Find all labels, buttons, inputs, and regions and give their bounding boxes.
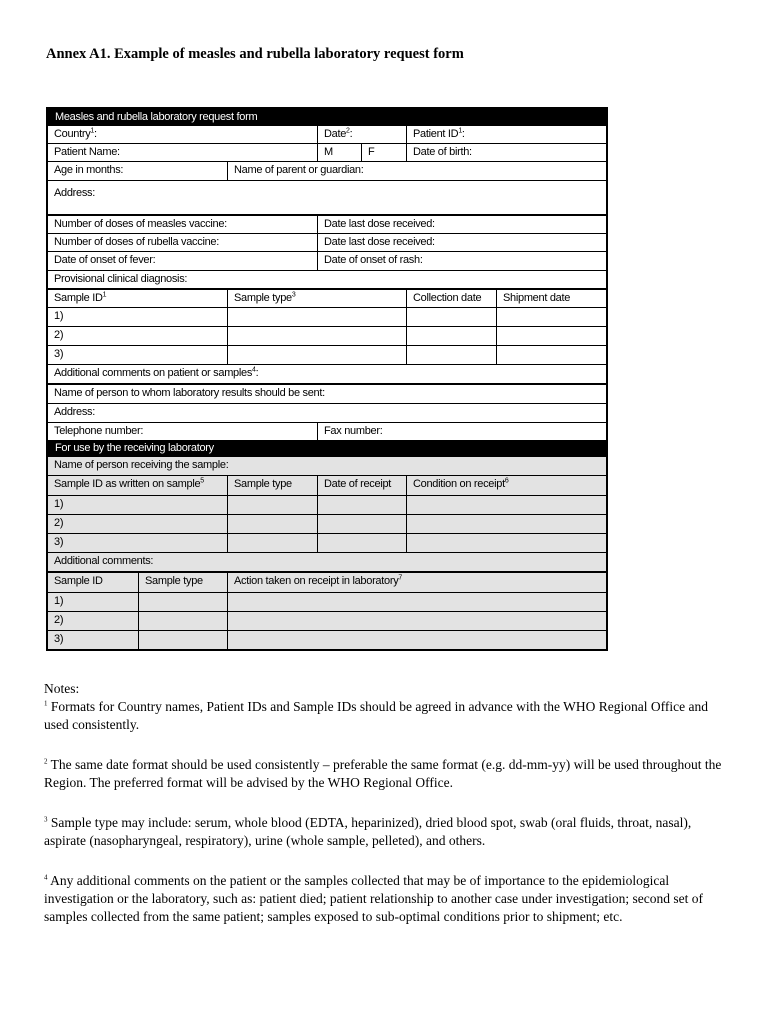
lab-sample-type-cell[interactable]: [227, 534, 317, 552]
lab-date-cell[interactable]: [317, 496, 406, 514]
measles-doses-field[interactable]: Number of doses of measles vaccine:: [54, 218, 227, 230]
action-sample-type-cell[interactable]: [138, 612, 227, 630]
col-action-sample-id: Sample ID: [54, 575, 103, 587]
additional-comments-field[interactable]: Additional comments on patient or samples$^4$:: [54, 366, 259, 379]
collection-date-cell[interactable]: [406, 308, 496, 326]
sample-row-label[interactable]: 1): [54, 310, 64, 322]
lab-condition-cell[interactable]: [406, 496, 606, 514]
col-action-taken: Action taken on receipt in laboratory$^7$: [227, 573, 606, 592]
lab-row-label[interactable]: 3): [54, 536, 64, 548]
diagnosis-field[interactable]: Provisional clinical diagnosis:: [54, 273, 188, 285]
form-row: [48, 403, 606, 422]
form-row: [48, 233, 606, 251]
lab-condition-cell[interactable]: [406, 515, 606, 533]
notes-label: Notes:: [44, 681, 80, 696]
rash-onset-field[interactable]: Date of onset of rash:: [317, 252, 606, 270]
sample-row-label[interactable]: 3): [54, 348, 64, 360]
form-row: [48, 251, 606, 270]
action-taken-cell[interactable]: [227, 631, 606, 649]
col-sample-id: Sample $ID^1$: [54, 291, 107, 304]
col-sample-id-written: Sample ID as written on sample$^5$: [54, 477, 204, 490]
lab-date-cell[interactable]: [317, 534, 406, 552]
lab-row-label[interactable]: 2): [54, 517, 64, 529]
form-row: [48, 161, 606, 180]
sample-type-cell[interactable]: [227, 327, 406, 345]
fever-onset-field[interactable]: Date of onset of fever:: [54, 254, 156, 266]
col-sample-type: Sample type$^3$: [227, 290, 406, 307]
action-row-label[interactable]: 1): [54, 595, 64, 607]
sex-male-option[interactable]: M: [317, 144, 361, 161]
lab-sample-type-cell[interactable]: [227, 515, 317, 533]
form-row: [48, 422, 606, 440]
collection-date-cell[interactable]: [406, 327, 496, 345]
sample-type-cell[interactable]: [227, 308, 406, 326]
form-row: [48, 143, 606, 161]
patient-name-field[interactable]: Patient Name:: [54, 146, 120, 158]
request-form: [46, 107, 608, 651]
col-lab-sample-type: Sample type: [227, 476, 317, 495]
recipient-address-field[interactable]: Address:: [54, 406, 96, 418]
form-row: [48, 180, 606, 214]
form-row: [48, 270, 606, 288]
rubella-doses-field[interactable]: Number of doses of rubella vaccine:: [54, 236, 219, 248]
results-recipient-field[interactable]: Name of person to whom laboratory results should be sent:: [54, 387, 325, 399]
sample-header-row: [48, 288, 606, 307]
table-row: [48, 307, 606, 326]
shipment-date-cell[interactable]: [496, 308, 606, 326]
table-row: [48, 345, 606, 364]
collection-date-cell[interactable]: [406, 346, 496, 364]
note-3: $^3$ Sample type may include: serum, whole blood (EDTA, heparinized), dried blood spot, swab (oral fluids, throat, nasal), aspirate (nasopharyngeal, respiratory), urine (whole sample, pelleted), and others.: [44, 815, 692, 848]
action-row-label[interactable]: 3): [54, 633, 64, 645]
form-title: Measles and rubella laboratory request form: [48, 109, 606, 126]
form-row: [48, 457, 606, 475]
table-row: [48, 514, 606, 533]
notes-section: [44, 680, 734, 926]
lab-section-title: For use by the receiving laboratory: [48, 440, 606, 457]
table-row: [48, 592, 606, 611]
table-row: [48, 495, 606, 514]
telephone-field[interactable]: Telephone number:: [54, 425, 144, 437]
note-1: $^1$ Formats for Country names, Patient IDs and Sample IDs should be agreed in advance with the WHO Regional Office and used consistently.: [44, 699, 708, 732]
action-header-row: [48, 571, 606, 592]
col-date-receipt: Date of receipt: [317, 476, 406, 495]
parent-field[interactable]: Name of parent or guardian:: [227, 162, 606, 180]
note-2: $^2$ The same date format should be used consistently – preferable the same format (e.g. dd-mm-yy) will be used throughout the Region. The preferred format will be advised by the WHO Regional Office.: [44, 757, 722, 790]
address-field[interactable]: Address:: [54, 187, 96, 199]
table-row: [48, 611, 606, 630]
dob-field[interactable]: Date of birth:: [406, 144, 606, 161]
rubella-last-dose-field[interactable]: Date last dose received:: [317, 234, 606, 251]
form-row: [48, 214, 606, 233]
form-row: [48, 552, 606, 571]
action-taken-cell[interactable]: [227, 612, 606, 630]
sample-row-label[interactable]: 2): [54, 329, 64, 341]
lab-condition-cell[interactable]: [406, 534, 606, 552]
col-collection-date: Collection date: [406, 290, 496, 307]
col-condition: Condition on receipt$^6$: [406, 476, 606, 495]
action-sample-type-cell[interactable]: [138, 631, 227, 649]
lab-header-row: [48, 475, 606, 495]
shipment-date-cell[interactable]: [496, 346, 606, 364]
col-action-sample-type: Sample type: [138, 573, 227, 592]
shipment-date-cell[interactable]: [496, 327, 606, 345]
patient-id-field[interactable]: Patient $ID^1$:: [406, 126, 606, 143]
measles-last-dose-field[interactable]: Date last dose received:: [317, 216, 606, 233]
fax-field[interactable]: Fax number:: [317, 423, 606, 440]
form-row: [48, 364, 606, 383]
age-field[interactable]: Age in months:: [54, 164, 124, 176]
form-row: [48, 383, 606, 403]
lab-comments-field[interactable]: Additional comments:: [54, 555, 154, 567]
lab-row-label[interactable]: 1): [54, 498, 64, 510]
date-field[interactable]: Date$^2$:: [317, 126, 406, 143]
country-field[interactable]: Country$^1$:: [54, 127, 97, 140]
table-row: [48, 533, 606, 552]
receiver-field[interactable]: Name of person receiving the sample:: [54, 459, 229, 471]
col-shipment-date: Shipment date: [496, 290, 606, 307]
sample-type-cell[interactable]: [227, 346, 406, 364]
table-row: [48, 326, 606, 345]
lab-date-cell[interactable]: [317, 515, 406, 533]
lab-sample-type-cell[interactable]: [227, 496, 317, 514]
action-row-label[interactable]: 2): [54, 614, 64, 626]
form-row: [48, 126, 606, 143]
action-sample-type-cell[interactable]: [138, 593, 227, 611]
sex-female-option[interactable]: F: [361, 144, 406, 161]
page-heading: Annex A1. Example of measles and rubella laboratory request form: [46, 46, 464, 62]
table-row: [48, 630, 606, 649]
action-taken-cell[interactable]: [227, 593, 606, 611]
note-4: $^4$ Any additional comments on the patient or the samples collected that may be of importance to the epidemiological investigation or the laboratory, such as: patient died; patient relationship to another case under investigation; second set of samples collected from the same patient; samples exposed to sub-optimal conditions prior to shipment; etc.: [44, 873, 703, 924]
